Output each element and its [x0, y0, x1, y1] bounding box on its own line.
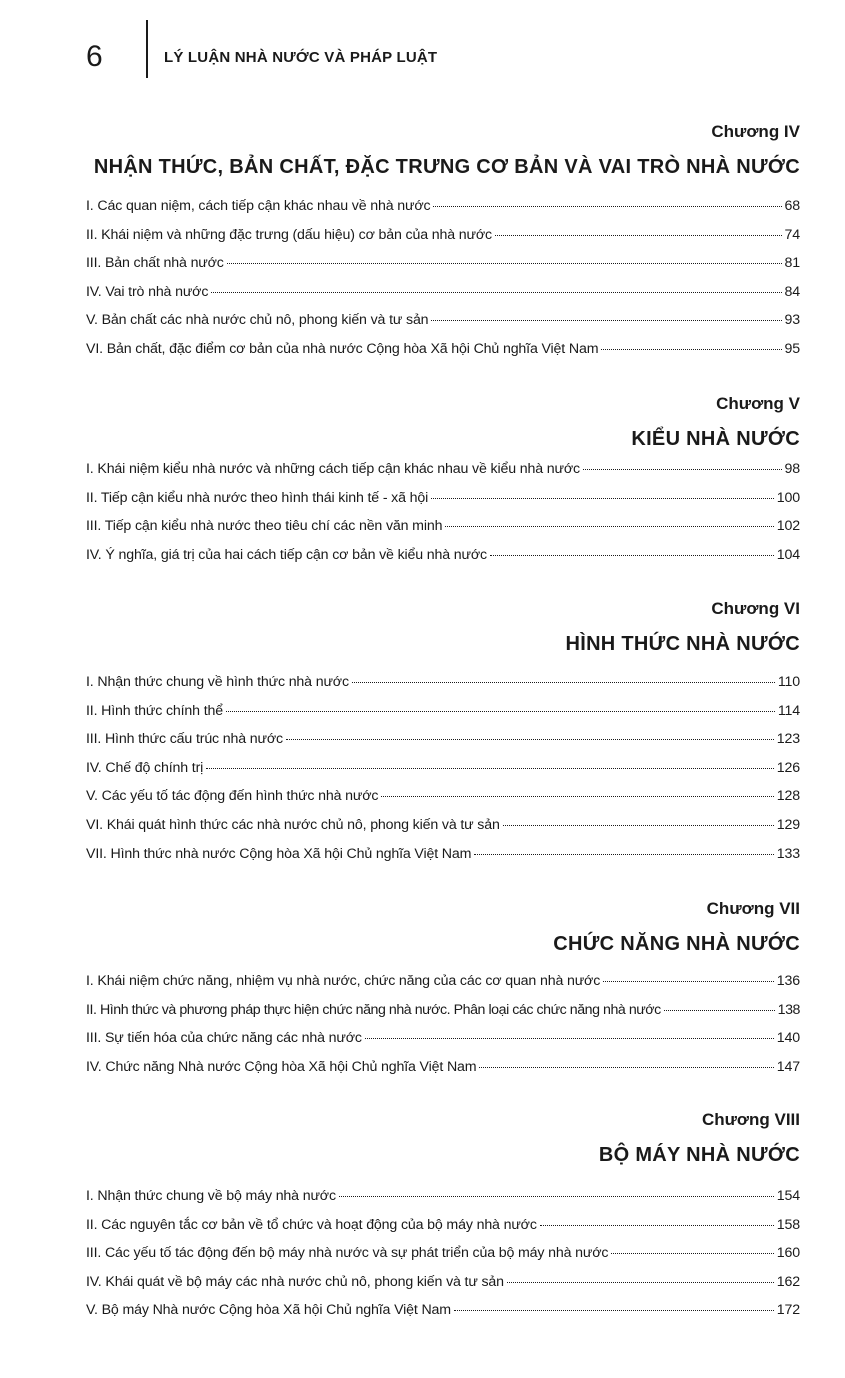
toc-entry[interactable]: [86, 255, 800, 284]
dot-leader: [611, 1253, 773, 1254]
dot-leader: [431, 320, 781, 321]
toc-entry[interactable]: [86, 1059, 800, 1088]
toc-entry-title: II. Các nguyên tắc cơ bản về tổ chức và hoạt động của bộ máy nhà nước: [86, 1216, 537, 1233]
toc-entry-title: I. Nhận thức chung về hình thức nhà nước: [86, 674, 349, 690]
toc-entry-title: IV. Vai trò nhà nước: [86, 283, 209, 300]
toc-entry-title: V. Bộ máy Nhà nước Cộng hòa Xã hội Chủ nghĩa Việt Nam: [86, 1302, 451, 1319]
toc-entry-title: I. Nhận thức chung về bộ máy nhà nước: [86, 1188, 336, 1204]
toc-entry[interactable]: [86, 284, 800, 313]
toc-entry[interactable]: [86, 703, 800, 732]
chapter-title: HÌNH THỨC NHÀ NƯỚC: [565, 633, 800, 655]
toc-entry-page: 158: [776, 1216, 800, 1233]
dot-leader: [601, 349, 781, 350]
dot-leader: [454, 1310, 774, 1311]
toc-entry-page: 93: [784, 312, 800, 329]
chapter-label: Chương VIII: [701, 1110, 800, 1129]
toc-entry-page: 162: [776, 1273, 800, 1290]
toc-entry-title: III. Hình thức cấu trúc nhà nước: [86, 731, 283, 748]
toc-entry-page: 138: [777, 1001, 800, 1018]
toc-entry[interactable]: [86, 518, 800, 547]
toc-entry-page: 84: [784, 283, 800, 300]
chapter-title: KIỂU NHÀ NƯỚC: [631, 428, 800, 450]
dot-leader: [286, 739, 774, 740]
toc-entry-title: I. Khái niệm chức năng, nhiệm vụ nhà nước, chức năng của các cơ quan nhà nước: [86, 973, 601, 989]
toc-entry-page: 154: [776, 1188, 800, 1204]
dot-leader: [433, 206, 781, 207]
toc-entry-page: 160: [776, 1245, 800, 1262]
chapter-title: NHẬN THỨC, BẢN CHẤT, ĐẶC TRƯNG CƠ BẢN VÀ VAI TRÒ NHÀ NƯỚC: [93, 156, 800, 178]
toc-entry-page: 98: [784, 461, 800, 477]
toc-entry-title: III. Sự tiến hóa của chức năng các nhà nước: [86, 1030, 362, 1047]
toc-entry[interactable]: [86, 227, 800, 256]
dot-leader: [227, 263, 782, 264]
toc-entry-title: V. Bản chất các nhà nước chủ nô, phong kiến và tư sản: [86, 312, 429, 329]
toc-entry-page: 133: [776, 845, 800, 862]
toc-entry-page: 95: [784, 340, 800, 357]
toc-entry[interactable]: [86, 1302, 800, 1331]
dot-leader: [603, 981, 774, 982]
toc-entry-page: 136: [776, 973, 800, 989]
toc-list: [86, 973, 800, 1087]
toc-list: [86, 1188, 800, 1331]
toc-entry-title: VII. Hình thức nhà nước Cộng hòa Xã hội Chủ nghĩa Việt Nam: [86, 845, 472, 862]
toc-entry[interactable]: [86, 973, 800, 1002]
dot-leader: [206, 768, 774, 769]
dot-leader: [431, 498, 774, 499]
toc-entry[interactable]: [86, 760, 800, 789]
toc-entry-page: 81: [784, 255, 800, 272]
toc-entry-title: II. Hình thức và phương pháp thực hiện chức năng nhà nước. Phân loại các chức năng nhà nước: [86, 1001, 661, 1018]
page-number: 6: [86, 40, 103, 73]
toc-entry-page: 147: [776, 1058, 800, 1075]
toc-entry[interactable]: [86, 1030, 800, 1059]
toc-entry-title: V. Các yếu tố tác động đến hình thức nhà nước: [86, 788, 379, 805]
toc-entry[interactable]: [86, 788, 800, 817]
dot-leader: [490, 555, 774, 556]
chapter-label: Chương IV: [711, 122, 800, 141]
dot-leader: [664, 1010, 775, 1011]
dot-leader: [226, 711, 775, 712]
toc-entry-page: 123: [776, 731, 800, 748]
running-title: LÝ LUẬN NHÀ NƯỚC VÀ PHÁP LUẬT: [164, 49, 438, 66]
toc-entry-title: VI. Bản chất, đặc điểm cơ bản của nhà nước Cộng hòa Xã hội Chủ nghĩa Việt Nam: [86, 340, 599, 357]
dot-leader: [352, 682, 775, 683]
toc-entry-page: 110: [777, 674, 800, 690]
toc-entry-page: 126: [776, 759, 800, 776]
toc-entry-page: 104: [776, 546, 800, 563]
toc-list: [86, 461, 800, 575]
toc-entry-title: I. Khái niệm kiểu nhà nước và những cách tiếp cận khác nhau về kiểu nhà nước: [86, 461, 580, 477]
toc-entry[interactable]: [86, 674, 800, 703]
toc-entry-title: IV. Chức năng Nhà nước Cộng hòa Xã hội Chủ nghĩa Việt Nam: [86, 1058, 477, 1075]
toc-list: [86, 674, 800, 874]
dot-leader: [503, 825, 774, 826]
toc-entry[interactable]: [86, 1274, 800, 1303]
toc-entry-page: 128: [776, 788, 800, 805]
chapter-label: Chương VII: [706, 899, 800, 918]
toc-entry-page: 129: [776, 816, 800, 833]
toc-entry-title: III. Các yếu tố tác động đến bộ máy nhà nước và sự phát triển của bộ máy nhà nước: [86, 1245, 609, 1262]
dot-leader: [507, 1282, 774, 1283]
toc-entry-title: IV. Khái quát về bộ máy các nhà nước chủ nô, phong kiến và tư sản: [86, 1273, 504, 1290]
toc-entry[interactable]: [86, 846, 800, 875]
toc-entry-title: IV. Chế độ chính trị: [86, 759, 204, 776]
toc-entry[interactable]: [86, 312, 800, 341]
toc-entry-title: III. Tiếp cận kiểu nhà nước theo tiêu chí các nền văn minh: [86, 518, 443, 535]
toc-entry-title: IV. Ý nghĩa, giá trị của hai cách tiếp cận cơ bản về kiểu nhà nước: [86, 546, 487, 563]
toc-entry[interactable]: [86, 490, 800, 519]
toc-entry-title: II. Khái niệm và những đặc trưng (dấu hiệu) cơ bản của nhà nước: [86, 226, 492, 243]
page-header: [0, 0, 845, 90]
toc-entry-title: II. Tiếp cận kiểu nhà nước theo hình thái kinh tế - xã hội: [86, 489, 429, 506]
toc-entry[interactable]: [86, 1217, 800, 1246]
toc-entry-page: 74: [784, 226, 800, 243]
dot-leader: [474, 854, 773, 855]
toc-entry[interactable]: [86, 341, 800, 370]
chapter-title: BỘ MÁY NHÀ NƯỚC: [598, 1144, 800, 1166]
toc-entry[interactable]: [86, 1245, 800, 1274]
toc-entry-page: 102: [776, 518, 800, 535]
toc-entry-page: 114: [777, 702, 800, 719]
toc-entry-title: III. Bản chất nhà nước: [86, 255, 224, 272]
dot-leader: [583, 469, 782, 470]
dot-leader: [445, 526, 773, 527]
toc-entry[interactable]: [86, 1188, 800, 1217]
toc-entry-title: I. Các quan niệm, cách tiếp cận khác nhau về nhà nước: [86, 198, 431, 214]
toc-entry[interactable]: [86, 198, 800, 227]
dot-leader: [339, 1196, 774, 1197]
toc-entry[interactable]: [86, 1002, 800, 1031]
dot-leader: [211, 292, 781, 293]
toc-entry[interactable]: [86, 461, 800, 490]
toc-entry[interactable]: [86, 817, 800, 846]
toc-entry-page: 140: [776, 1030, 800, 1047]
chapter-title: CHỨC NĂNG NHÀ NƯỚC: [553, 933, 800, 955]
toc-entry[interactable]: [86, 547, 800, 576]
toc-entry-page: 68: [784, 198, 800, 214]
dot-leader: [365, 1038, 774, 1039]
dot-leader: [381, 796, 773, 797]
toc-entry-title: VI. Khái quát hình thức các nhà nước chủ nô, phong kiến và tư sản: [86, 816, 500, 833]
chapter-label: Chương V: [716, 394, 800, 413]
dot-leader: [540, 1225, 774, 1226]
toc-entry-page: 100: [776, 489, 800, 506]
dot-leader: [495, 235, 782, 236]
toc-list: [86, 198, 800, 370]
toc-entry-title: II. Hình thức chính thể: [86, 702, 223, 719]
header-divider: [146, 20, 148, 78]
toc-entry[interactable]: [86, 731, 800, 760]
dot-leader: [479, 1067, 773, 1068]
chapter-label: Chương VI: [711, 599, 800, 618]
toc-entry-page: 172: [776, 1302, 800, 1319]
